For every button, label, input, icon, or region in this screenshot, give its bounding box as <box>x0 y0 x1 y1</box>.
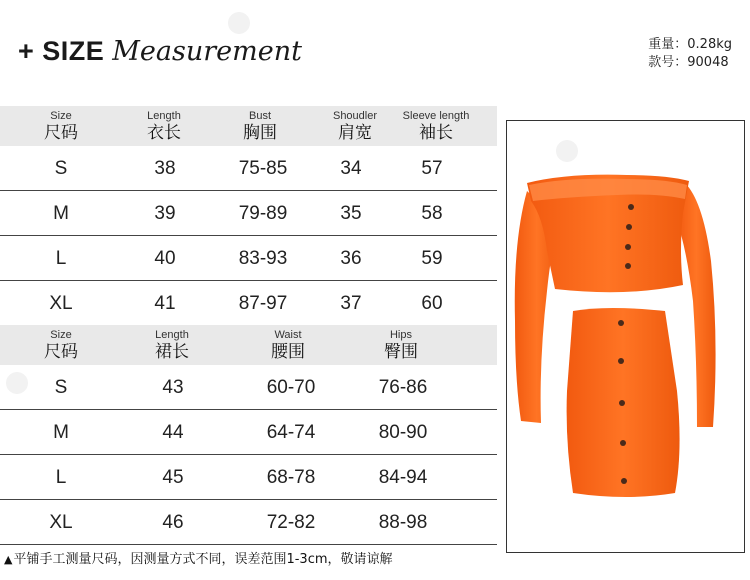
header-bust-en: Bust <box>248 110 271 122</box>
header-sleeve <box>403 110 470 143</box>
page-header <box>18 36 302 76</box>
cell-length: 43 <box>162 377 184 398</box>
cell-sleeve: 57 <box>421 158 443 179</box>
header-sleeve-zh: 袖长 <box>418 123 453 143</box>
button-icon <box>626 224 632 230</box>
button-icon <box>620 440 626 446</box>
cell-length: 45 <box>162 467 184 488</box>
header-hips <box>384 329 418 362</box>
header-size-zh: 尺码 <box>44 342 78 362</box>
table-row <box>0 365 497 410</box>
header-size-en: Size <box>50 110 72 122</box>
bottom-size-table <box>0 325 497 545</box>
cell-hips: 80-90 <box>378 422 428 443</box>
header-bust <box>243 110 277 143</box>
size-title: + SIZE <box>18 36 105 66</box>
header-waist <box>271 329 305 362</box>
button-icon <box>625 244 631 250</box>
table-row <box>0 410 497 455</box>
cell-waist: 60-70 <box>266 377 316 398</box>
table-row <box>0 500 497 545</box>
header-sleeve-en: Sleeve length <box>402 110 470 122</box>
cell-length: 41 <box>154 293 176 314</box>
footnote-text: 平铺手工测量尺码，因测量方式不同，误差范围1-3cm，敬请谅解 <box>13 552 393 567</box>
header-size <box>44 110 78 143</box>
cell-bust: 83-93 <box>238 248 288 269</box>
header-length-zh: 衣长 <box>147 123 181 143</box>
style-number-text: 款号：90048 <box>648 55 729 70</box>
product-meta <box>648 36 732 72</box>
button-icon <box>618 320 624 326</box>
header-waist-en: Waist <box>274 329 302 341</box>
triangle-up-icon: ▲ <box>4 553 13 566</box>
header-skirt-length-zh: 裙长 <box>155 342 189 362</box>
cell-length: 39 <box>154 203 176 224</box>
table-row <box>0 191 497 236</box>
cell-bust: 87-97 <box>238 293 288 314</box>
weight-text: 重量：0.28kg <box>648 37 732 52</box>
cell-shoulder: 37 <box>340 293 362 314</box>
cell-size: L <box>55 248 67 269</box>
header-waist-zh: 腰围 <box>271 342 305 362</box>
cell-length: 40 <box>154 248 176 269</box>
table-row <box>0 236 497 281</box>
cell-size: S <box>54 377 68 398</box>
cell-waist: 64-74 <box>266 422 316 443</box>
header-size-en: Size <box>50 329 72 341</box>
cell-sleeve: 60 <box>421 293 443 314</box>
button-icon <box>625 263 631 269</box>
cell-size: M <box>53 422 69 443</box>
header-size-zh: 尺码 <box>44 123 78 143</box>
cell-hips: 88-98 <box>378 512 428 533</box>
header-hips-zh: 臀围 <box>384 342 418 362</box>
header-skirt-length-en: Length <box>155 329 189 341</box>
cell-hips: 76-86 <box>378 377 428 398</box>
header-size <box>44 329 78 362</box>
cell-size: S <box>54 158 68 179</box>
cell-shoulder: 34 <box>340 158 362 179</box>
table-row <box>0 281 497 325</box>
button-icon <box>621 478 627 484</box>
cell-shoulder: 36 <box>340 248 362 269</box>
cell-length: 44 <box>162 422 184 443</box>
header-length-en: Length <box>147 110 181 122</box>
cell-size: XL <box>49 293 73 314</box>
button-icon <box>618 358 624 364</box>
button-icon <box>628 204 634 210</box>
cell-size: L <box>55 467 67 488</box>
header-shoulder <box>333 110 377 143</box>
top-size-table <box>0 106 497 325</box>
top-table-header <box>0 106 497 146</box>
bottom-table-header <box>0 325 497 365</box>
measurement-footnote <box>4 548 393 567</box>
table-row <box>0 455 497 500</box>
header-shoulder-en: Shoudler <box>332 110 378 122</box>
watermark-icon <box>6 372 28 394</box>
cell-waist: 72-82 <box>266 512 316 533</box>
cell-hips: 84-94 <box>378 467 428 488</box>
two-piece-outfit-illustration <box>507 121 744 552</box>
watermark-icon <box>556 140 578 162</box>
cell-length: 46 <box>162 512 184 533</box>
button-icon <box>619 400 625 406</box>
table-row <box>0 146 497 191</box>
cell-sleeve: 58 <box>421 203 443 224</box>
cell-waist: 68-78 <box>266 467 316 488</box>
measurement-title: Measurement <box>112 36 302 67</box>
header-length <box>147 110 181 143</box>
product-photo <box>506 120 745 553</box>
cell-size: M <box>53 203 69 224</box>
cell-bust: 75-85 <box>238 158 288 179</box>
cell-shoulder: 35 <box>340 203 362 224</box>
cell-sleeve: 59 <box>421 248 443 269</box>
header-bust-zh: 胸围 <box>243 123 277 143</box>
header-skirt-length <box>155 329 189 362</box>
cell-bust: 79-89 <box>238 203 288 224</box>
header-hips-en: Hips <box>389 329 412 341</box>
watermark-icon <box>228 12 250 34</box>
cell-size: XL <box>49 512 73 533</box>
right-sleeve-shape <box>677 183 716 427</box>
cell-length: 38 <box>154 158 176 179</box>
header-shoulder-zh: 肩宽 <box>337 123 372 143</box>
